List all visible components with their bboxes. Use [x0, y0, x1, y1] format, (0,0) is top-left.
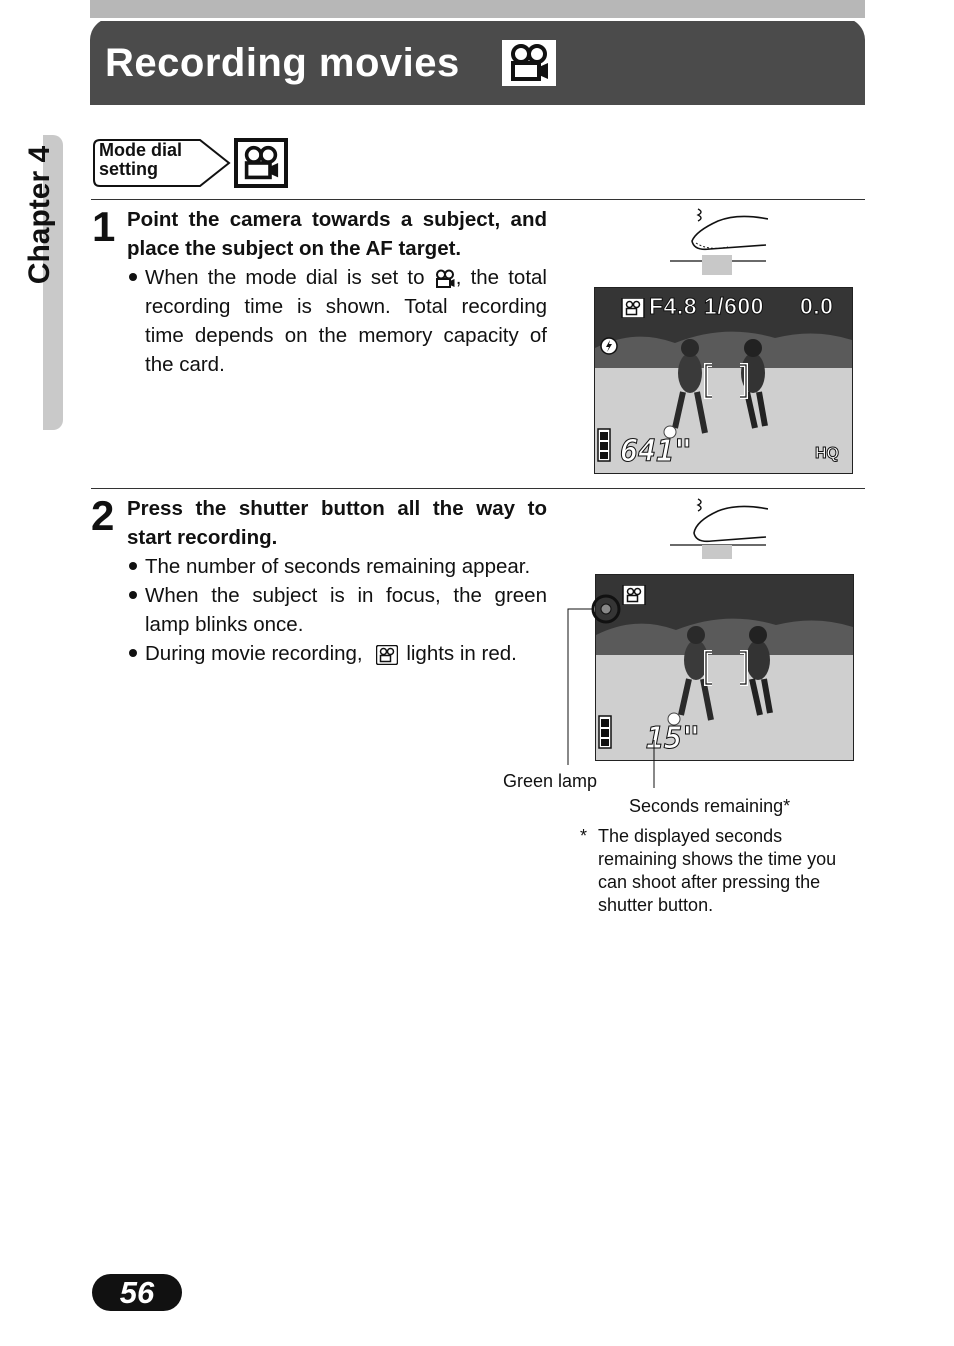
list-item: When the subject is in focus, the green lamp blinks once.	[127, 581, 547, 639]
recording-time-readout: 641"	[620, 434, 693, 469]
footnote-marker: *	[580, 826, 588, 846]
list-item	[127, 263, 547, 379]
banner-top-strip	[90, 0, 865, 18]
page-title: Recording movies	[105, 41, 460, 85]
battery-icon	[597, 428, 611, 462]
step-number: 1	[92, 203, 116, 250]
movie-camera-icon	[502, 40, 556, 86]
quality-readout: HQ	[815, 445, 839, 462]
green-lamp-caption: Green lamp	[503, 771, 598, 791]
movie-camera-icon	[434, 269, 456, 289]
page-number: 56	[92, 1274, 182, 1311]
half-press-hand-icon	[668, 205, 768, 275]
step-heading: Point the camera towards a subject, and place the subject on the AF target.	[127, 208, 547, 260]
step-heading: Press the shutter button all the way to start recording.	[127, 497, 547, 549]
mode-dial-movie-icon	[234, 138, 288, 188]
bullet-text: During movie recording,	[145, 642, 363, 665]
seconds-remaining-readout: 15"	[646, 721, 701, 756]
movie-mode-indicator-icon	[621, 298, 645, 318]
bullet-text: , the total recording time is shown. Total recording time depends on the memory capacity of the card.	[145, 266, 547, 376]
footnote-text: The displayed seconds remaining shows the time you can shoot after pressing the shutter button.	[598, 826, 837, 915]
seconds-remaining-caption: Seconds remaining*	[629, 796, 791, 816]
movie-camera-icon	[376, 645, 398, 665]
chapter-label: Chapter 4	[23, 145, 56, 285]
aperture-shutter-readout: F4.8 1/600	[649, 293, 764, 319]
full-press-hand-icon	[668, 495, 768, 561]
mode-dial-label-line1: Mode dial	[99, 140, 183, 160]
mode-dial-label-line2: setting	[99, 159, 159, 179]
mode-dial-label	[99, 141, 209, 179]
divider	[91, 199, 865, 200]
af-target-brackets	[703, 650, 749, 686]
bullet-text: lights in red.	[406, 642, 517, 665]
list-item: The number of seconds remaining appear.	[127, 552, 547, 581]
movie-camera-icon	[238, 142, 284, 184]
step-number: 2	[91, 492, 115, 539]
divider	[91, 488, 865, 489]
exposure-comp-readout: 0.0	[800, 293, 834, 319]
bullet-text: When the mode dial is set to	[145, 266, 425, 289]
callout-lines	[560, 590, 670, 790]
list-item	[127, 639, 547, 668]
flash-off-icon	[599, 336, 619, 356]
camera-screen	[594, 287, 853, 474]
bullet-list	[127, 263, 547, 379]
af-target-brackets	[703, 363, 749, 399]
bullet-list	[127, 552, 547, 668]
